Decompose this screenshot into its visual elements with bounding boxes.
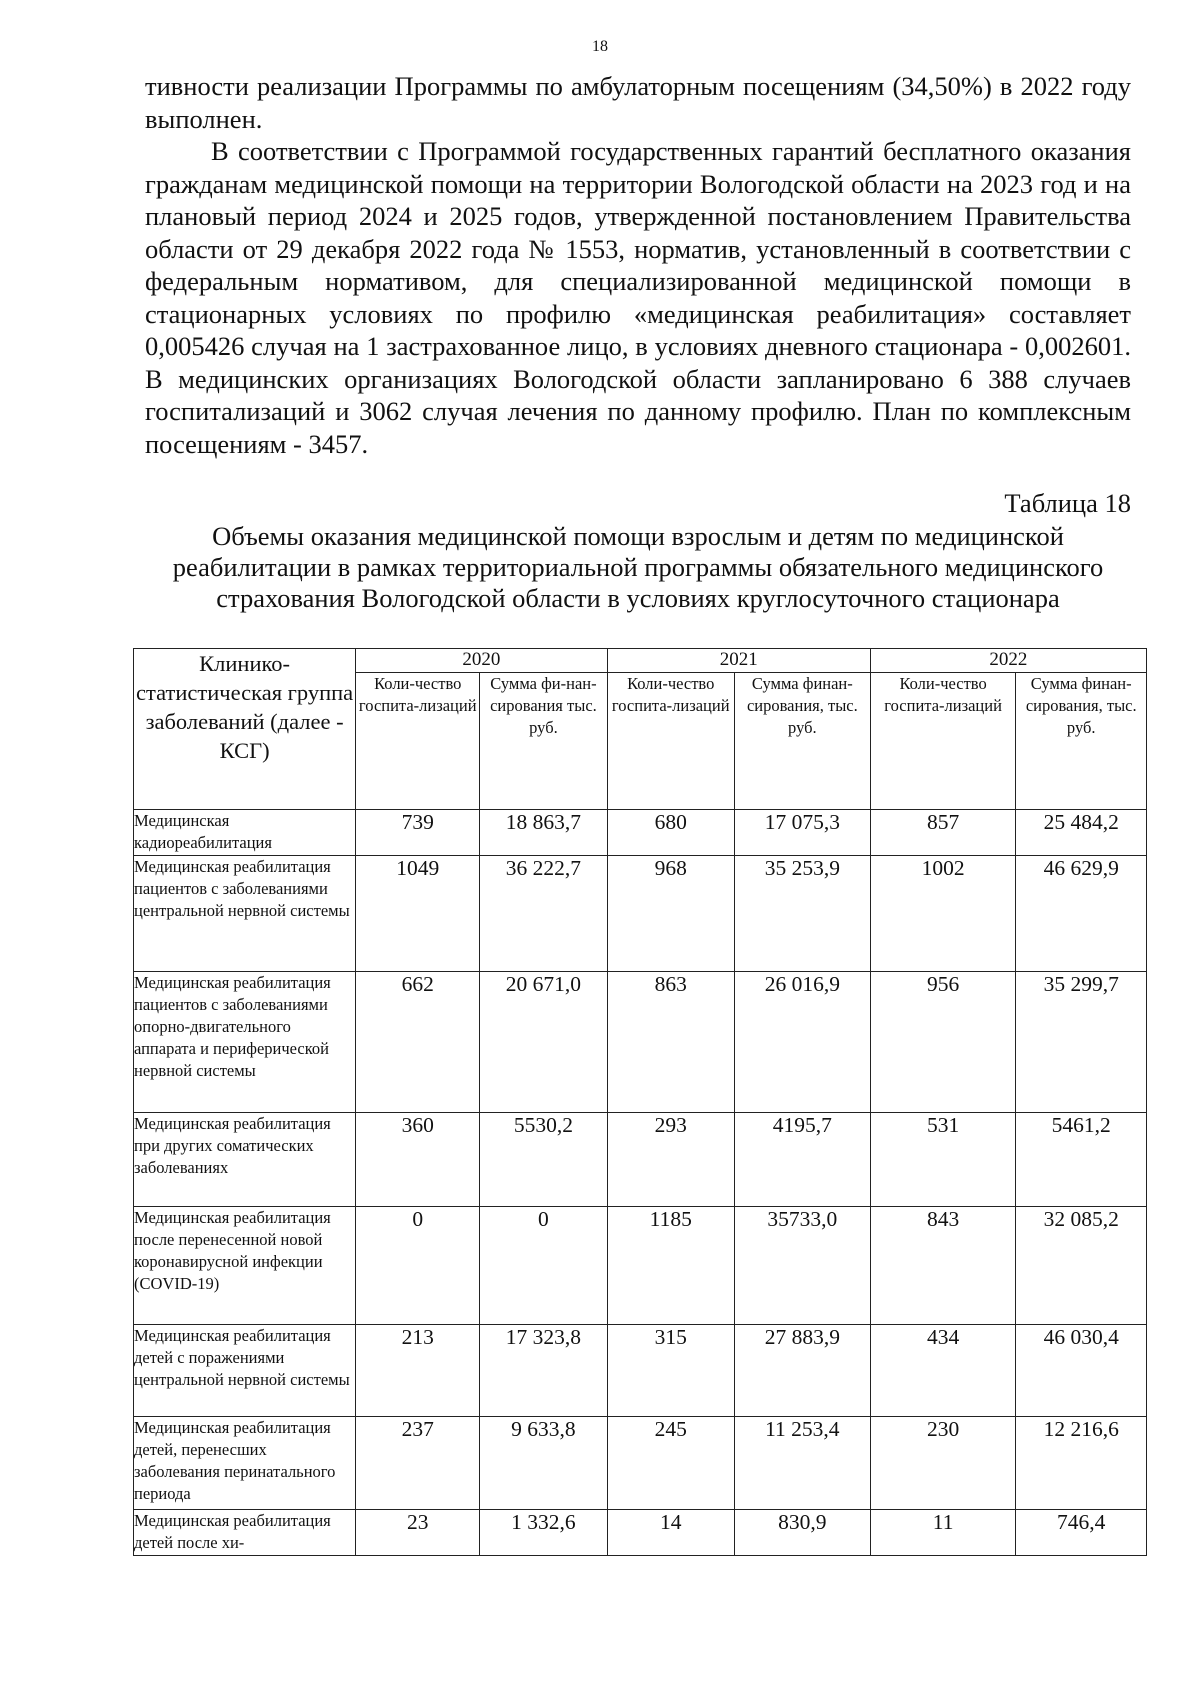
year-header: 2020: [356, 649, 607, 673]
table-cell: 293: [607, 1113, 734, 1207]
table-cell: 531: [870, 1113, 1016, 1207]
table-cell: 20 671,0: [480, 972, 607, 1113]
table-cell: 360: [356, 1113, 480, 1207]
table-cell: 863: [607, 972, 734, 1113]
row-label: Медицинская реабилитация детей, перенесших заболевания перинатального периода: [134, 1417, 356, 1510]
table-cell: 830,9: [734, 1510, 870, 1556]
table-cell: 5530,2: [480, 1113, 607, 1207]
page-number: 18: [592, 38, 608, 55]
row-label: Медицинская реабилитация при других соматических заболеваниях: [134, 1113, 356, 1207]
column-header: Коли-чество госпита-лизаций: [607, 673, 734, 810]
row-label: Медицинская реабилитация пациентов с заболеваниями центральной нервной системы: [134, 856, 356, 972]
table-cell: 315: [607, 1325, 734, 1417]
table-row: [134, 972, 1147, 1113]
table-cell: 17 075,3: [734, 810, 870, 856]
row-label: Медицинская реабилитация пациентов с заболеваниями опорно-двигательного аппарата и периферической нервной системы: [134, 972, 356, 1113]
column-header: Сумма финан-сирования, тыс. руб.: [1016, 673, 1147, 810]
table-row: [134, 1417, 1147, 1510]
group-column-header: Клинико-статистическая группа заболеваний (далее - КСГ): [134, 649, 356, 810]
table-cell: 35 299,7: [1016, 972, 1147, 1113]
table-row: [134, 810, 1147, 856]
table-row: [134, 856, 1147, 972]
table-cell: 1049: [356, 856, 480, 972]
paragraph: В соответствии с Программой государственных гарантий бесплатного оказания гражданам медицинской помощи на территории Вологодской области на 2023 год и на плановый период 2024 и 2025 годов, утвержденной постановлением Правительства области от 29 декабря 2022 года № 1553, норматив, установленный в соответствии с федеральным нормативом, для специализированной медицинской помощи в стационарных условиях по профилю «медицинская реабилитация» составляет 0,005426 случая на 1 застрахованное лицо, в условиях дневного стационара - 0,002601. В медицинских организациях Вологодской области запланировано 6 388 случаев госпитализаций и 3062 случая лечения по данному профилю. План по комплексным посещениям - 3457.: [145, 136, 1131, 459]
table-row: [134, 1207, 1147, 1325]
table-cell: 662: [356, 972, 480, 1113]
row-label: Медицинская реабилитация после перенесенной новой коронавирусной инфекции (COVID-19): [134, 1207, 356, 1325]
table-cell: 739: [356, 810, 480, 856]
table-cell: 14: [607, 1510, 734, 1556]
table-cell: 35733,0: [734, 1207, 870, 1325]
row-label: Медицинская реабилитация детей после хи-: [134, 1510, 356, 1556]
table-cell: 12 216,6: [1016, 1417, 1147, 1510]
table-cell: 956: [870, 972, 1016, 1113]
table-cell: 23: [356, 1510, 480, 1556]
table-cell: 0: [356, 1207, 480, 1325]
year-header: 2022: [870, 649, 1146, 673]
table-cell: 27 883,9: [734, 1325, 870, 1417]
table-cell: 46 030,4: [1016, 1325, 1147, 1417]
table-cell: 26 016,9: [734, 972, 870, 1113]
year-header: 2021: [607, 649, 870, 673]
table-label: Таблица 18: [1004, 488, 1131, 518]
table-cell: 17 323,8: [480, 1325, 607, 1417]
table-cell: 11: [870, 1510, 1016, 1556]
table-cell: 230: [870, 1417, 1016, 1510]
column-header: Коли-чество госпита-лизаций: [870, 673, 1016, 810]
row-label: Медицинская кадиореабилитация: [134, 810, 356, 856]
table-cell: 1002: [870, 856, 1016, 972]
table-row: [134, 1510, 1147, 1556]
table-cell: 857: [870, 810, 1016, 856]
table-cell: 680: [607, 810, 734, 856]
table-cell: 968: [607, 856, 734, 972]
table-cell: 9 633,8: [480, 1417, 607, 1510]
column-header: Сумма фи-нан-сирования тыс. руб.: [480, 673, 607, 810]
table-cell: 35 253,9: [734, 856, 870, 972]
table-cell: 0: [480, 1207, 607, 1325]
table-cell: 237: [356, 1417, 480, 1510]
table-cell: 32 085,2: [1016, 1207, 1147, 1325]
table-cell: 1185: [607, 1207, 734, 1325]
table-cell: 5461,2: [1016, 1113, 1147, 1207]
table-cell: 434: [870, 1325, 1016, 1417]
table-title: Объемы оказания медицинской помощи взрослым и детям по медицинской реабилитации в рамках территориальной программы обязательного медицинского страхования Вологодской области в условиях круглосуточного стационара: [172, 521, 1104, 613]
table-cell: 11 253,4: [734, 1417, 870, 1510]
column-header: Коли-чество госпита-лизаций: [356, 673, 480, 810]
table-cell: 1 332,6: [480, 1510, 607, 1556]
table-row: [134, 1113, 1147, 1207]
row-label: Медицинская реабилитация детей с поражениями центральной нервной системы: [134, 1325, 356, 1417]
table-cell: 36 222,7: [480, 856, 607, 972]
table-cell: 25 484,2: [1016, 810, 1147, 856]
body-text: [145, 70, 1131, 460]
column-header: Сумма финан-сирования, тыс. руб.: [734, 673, 870, 810]
table-cell: 213: [356, 1325, 480, 1417]
table-cell: 843: [870, 1207, 1016, 1325]
table-cell: 18 863,7: [480, 810, 607, 856]
table-cell: 245: [607, 1417, 734, 1510]
table-cell: 746,4: [1016, 1510, 1147, 1556]
paragraph: тивности реализации Программы по амбулаторным посещениям (34,50%) в 2022 году выполнен.: [145, 71, 1131, 134]
table-cell: 46 629,9: [1016, 856, 1147, 972]
table-row: [134, 1325, 1147, 1417]
data-table: [133, 648, 1147, 1556]
table-cell: 4195,7: [734, 1113, 870, 1207]
